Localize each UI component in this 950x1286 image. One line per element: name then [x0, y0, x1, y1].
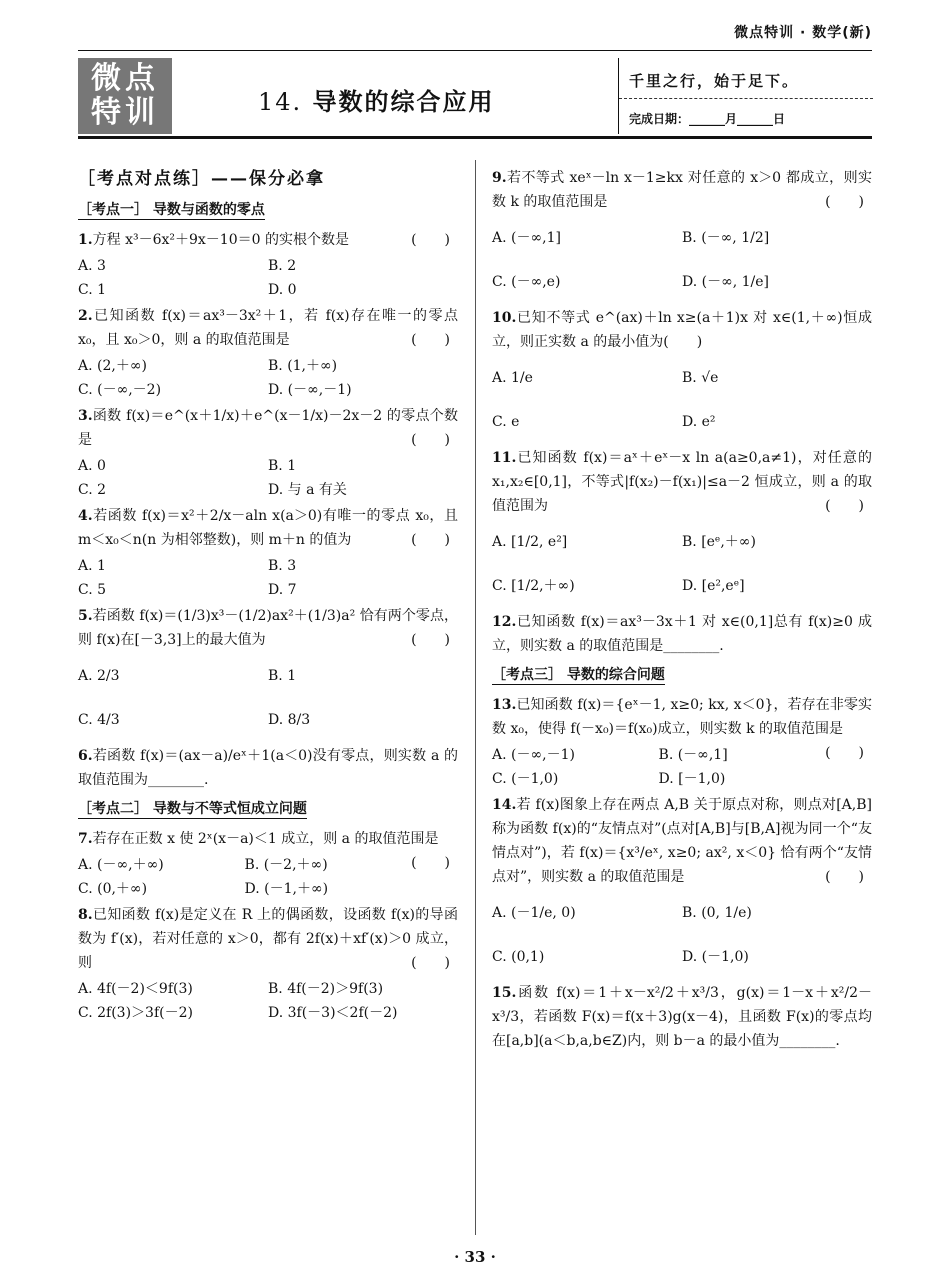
question-number: 8.: [78, 907, 93, 923]
answer-parenthesis: ( ): [411, 232, 450, 248]
question-number: 9.: [492, 170, 507, 186]
option: C. [1/2,＋∞): [492, 578, 575, 594]
completion-date: 完成日期：______月______日: [629, 112, 786, 126]
question-text: 若函数 f(x)＝x²＋2/x－aln x(a＞0)有唯一的零点 x₀，且 m＜x₀＜n(n 为相邻整数)，则 m＋n 的值为: [78, 508, 458, 548]
question-stem: [78, 304, 458, 352]
topic-heading: ［考点一］ 导数与函数的零点: [78, 199, 265, 220]
option: D. (－∞, 1/e]: [682, 274, 770, 290]
question-text: 已知函数 f(x)＝aˣ＋eˣ－x ln a(a≥0,a≠1)，对任意的 x₁,x₂∈[0,1]，不等式|f(x₂)－f(x₁)|≤a－2 恒成立，则 a 的取值范围为: [492, 450, 872, 514]
question-stem: [492, 306, 872, 354]
question-number: 11.: [492, 450, 517, 466]
option: D. 3f(－3)＜2f(－2): [268, 1005, 398, 1021]
answer-parenthesis: ( ): [411, 955, 450, 971]
question-stem: [78, 903, 458, 975]
answer-parenthesis: ( ): [411, 432, 450, 448]
question-number: 14.: [492, 797, 517, 813]
question-number: 4.: [78, 508, 93, 524]
question: [492, 981, 872, 1053]
option: A. (－∞,1]: [492, 230, 561, 246]
question: [78, 228, 458, 302]
option: B. 4f(－2)＞9f(3): [268, 981, 384, 997]
logo-line2: 特训: [91, 95, 159, 130]
column-divider: [475, 160, 476, 1235]
options: [78, 654, 458, 742]
option: B. √e: [682, 370, 719, 386]
answer-parenthesis: ( ): [411, 855, 450, 871]
options: [492, 356, 872, 444]
answer-parenthesis: ( ): [825, 498, 864, 514]
question-text: 若 f(x)图象上存在两点 A,B 关于原点对称，则点对[A,B]称为函数 f(x)的“友情点对”(点对[A,B]与[B,A]视为同一个“友情点对”)，若 f(x)＝{x³/eˣ, x≥0; ax², x＜0} 恰有两个“友情点对”，则实数 a 的取值范围是: [492, 797, 872, 885]
option: B. 1: [268, 458, 297, 474]
options: [78, 454, 458, 502]
question-stem: [492, 610, 872, 658]
question-stem: [78, 228, 458, 252]
option: D. (－1,＋∞): [244, 881, 329, 897]
option: C. 4/3: [78, 712, 120, 728]
dashed-divider: [619, 98, 873, 99]
option: A. 2/3: [78, 668, 120, 684]
page-number: · 33 ·: [454, 1248, 496, 1266]
question: [492, 693, 872, 791]
question-text: 若函数 f(x)＝(1/3)x³－(1/2)ax²＋(1/3)a² 恰有两个零点，则 f(x)在[－3,3]上的最大值为: [78, 608, 458, 648]
option: A. 0: [78, 458, 106, 474]
answer-parenthesis: ( ): [411, 332, 450, 348]
question: [492, 306, 872, 444]
option: D. 8/3: [268, 712, 311, 728]
answer-parenthesis: ( ): [411, 532, 450, 548]
question-text: 已知函数 f(x)＝ax³－3x²＋1，若 f(x)存在唯一的零点 x₀，且 x₀＞0，则 a 的取值范围是: [78, 308, 458, 348]
option: C. (－∞,－2): [78, 382, 162, 398]
question-number: 15.: [492, 985, 517, 1001]
option: B. (－2,＋∞): [244, 857, 328, 873]
question-text: 已知函数 f(x)＝ax³－3x＋1 对 x∈(0,1]总有 f(x)≥0 成立，则实数 a 的取值范围是________.: [492, 614, 872, 654]
option: B. [eᵉ,＋∞): [682, 534, 756, 550]
question-number: 6.: [78, 748, 93, 764]
chapter-banner: [78, 58, 872, 139]
option: A. (－∞,＋∞): [78, 857, 164, 873]
question: [492, 446, 872, 608]
option: D. (－1,0): [682, 949, 749, 965]
question-stem: [492, 446, 872, 518]
question-stem: [492, 166, 872, 214]
option: A. [1/2, e²]: [492, 534, 568, 550]
option: A. 1/e: [492, 370, 533, 386]
options: [492, 891, 872, 979]
question: [78, 903, 458, 1025]
option: B. 3: [268, 558, 297, 574]
question-text: 函数 f(x)＝e^(x＋1/x)＋e^(x－1/x)－2x－2 的零点个数是: [78, 408, 458, 448]
options: [78, 977, 458, 1025]
option: C. e: [492, 414, 520, 430]
question-text: 已知不等式 e^(ax)＋ln x≥(a＋1)x 对 x∈(1,＋∞)恒成立，则正实数 a 的最小值为( ): [492, 310, 872, 350]
option: B. (－∞, 1/2]: [682, 230, 770, 246]
options: [492, 520, 872, 608]
option: C. 1: [78, 282, 107, 298]
motto: 千里之行，始于足下。: [629, 72, 800, 90]
answer-parenthesis: ( ): [411, 632, 450, 648]
question-number: 1.: [78, 232, 93, 248]
option: D. [e²,eᵉ]: [682, 578, 745, 594]
option: D. e²: [682, 414, 716, 430]
question-number: 2.: [78, 308, 93, 324]
answer-parenthesis: ( ): [825, 869, 864, 885]
question-number: 10.: [492, 310, 517, 326]
right-column: [492, 164, 872, 1055]
options: [78, 254, 458, 302]
option: D. 0: [268, 282, 297, 298]
question-stem: [78, 504, 458, 552]
left-column: [78, 164, 458, 1025]
question: [78, 604, 458, 742]
question: [78, 404, 458, 502]
logo: [78, 58, 172, 134]
option: C. (0,＋∞): [78, 881, 148, 897]
motto-box: [618, 58, 873, 134]
question: [78, 827, 458, 901]
topic-heading: ［考点三］ 导数的综合问题: [492, 664, 665, 685]
option: A. 4f(－2)＜9f(3): [78, 981, 193, 997]
option: A. (－1/e, 0): [492, 905, 576, 921]
series-label: 微点特训 · 数学(新): [734, 25, 872, 41]
question-text: 已知函数 f(x)＝{eˣ－1, x≥0; kx, x＜0}，若存在非零实数 x₀，使得 f(－x₀)＝f(x₀)成立，则实数 k 的取值范围是: [492, 697, 872, 737]
option: C. (－1,0): [492, 771, 559, 787]
question: [78, 744, 458, 792]
question: [78, 504, 458, 602]
answer-parenthesis: ( ): [825, 745, 864, 761]
option: C. (－∞,e): [492, 274, 561, 290]
question-stem: [78, 604, 458, 652]
question-stem: [78, 744, 458, 792]
option: C. (0,1): [492, 949, 545, 965]
option: A. (－∞,－1): [492, 747, 575, 763]
answer-parenthesis: ( ): [825, 194, 864, 210]
question-text: 若存在正数 x 使 2ˣ(x－a)＜1 成立，则 a 的取值范围是: [92, 831, 439, 847]
options: [78, 853, 411, 901]
option: C. 2f(3)＞3f(－2): [78, 1005, 193, 1021]
options: [78, 554, 458, 602]
question-stem: [492, 793, 872, 889]
question: [492, 793, 872, 979]
options: [492, 216, 872, 304]
question-text: 若不等式 xeˣ－ln x－1≥kx 对任意的 x＞0 都成立，则实数 k 的取值范围是: [492, 170, 872, 210]
question-text: 已知函数 f(x)是定义在 R 上的偶函数，设函数 f(x)的导函数为 f′(x)，若对任意的 x＞0，都有 2f(x)＋xf′(x)＞0 成立，则: [78, 907, 458, 971]
question-stem: [78, 404, 458, 452]
option: B. (1,＋∞): [268, 358, 338, 374]
option: D. [－1,0): [658, 771, 726, 787]
question: [492, 610, 872, 658]
question-number: 13.: [492, 697, 517, 713]
option: B. (0, 1/e): [682, 905, 752, 921]
question-text: 若函数 f(x)＝(ax－a)/eˣ＋1(a＜0)没有零点，则实数 a 的取值范围为________.: [78, 748, 458, 788]
option: C. 2: [78, 482, 107, 498]
question-stem: [492, 981, 872, 1053]
option: D. 7: [268, 582, 297, 598]
option: A. 3: [78, 258, 106, 274]
options: [78, 354, 458, 402]
question: [492, 166, 872, 304]
question-number: 7.: [78, 831, 93, 847]
option: D. (－∞,－1): [268, 382, 352, 398]
question: [78, 304, 458, 402]
chapter-number: 14.: [258, 88, 303, 116]
option: D. 与 a 有关: [268, 482, 347, 498]
options: [492, 743, 825, 791]
option: C. 5: [78, 582, 107, 598]
chapter-title: [258, 82, 495, 117]
topic-heading: ［考点二］ 导数与不等式恒成立问题: [78, 798, 307, 819]
logo-line1: 微点: [91, 61, 159, 96]
question-number: 5.: [78, 608, 93, 624]
top-rule: [78, 50, 872, 51]
section-title: ［考点对点练］——保分必拿: [78, 169, 325, 189]
option: B. (－∞,1]: [658, 747, 728, 763]
option: B. 1: [268, 668, 297, 684]
question-number: 12.: [492, 614, 517, 630]
chapter-title-text: 导数的综合应用: [312, 88, 495, 116]
option: A. 1: [78, 558, 106, 574]
option: B. 2: [268, 258, 297, 274]
question-text: 方程 x³－6x²＋9x－10＝0 的实根个数是: [92, 232, 349, 248]
question-number: 3.: [78, 408, 93, 424]
option: A. (2,＋∞): [78, 358, 147, 374]
question-text: 函数 f(x)＝1＋x－x²/2＋x³/3，g(x)＝1－x＋x²/2－x³/3，若函数 F(x)＝f(x＋3)g(x－4)，且函数 F(x)的零点均在[a,b](a＜b,a,b∈Z)内，则 b－a 的最小值为________.: [492, 985, 872, 1049]
